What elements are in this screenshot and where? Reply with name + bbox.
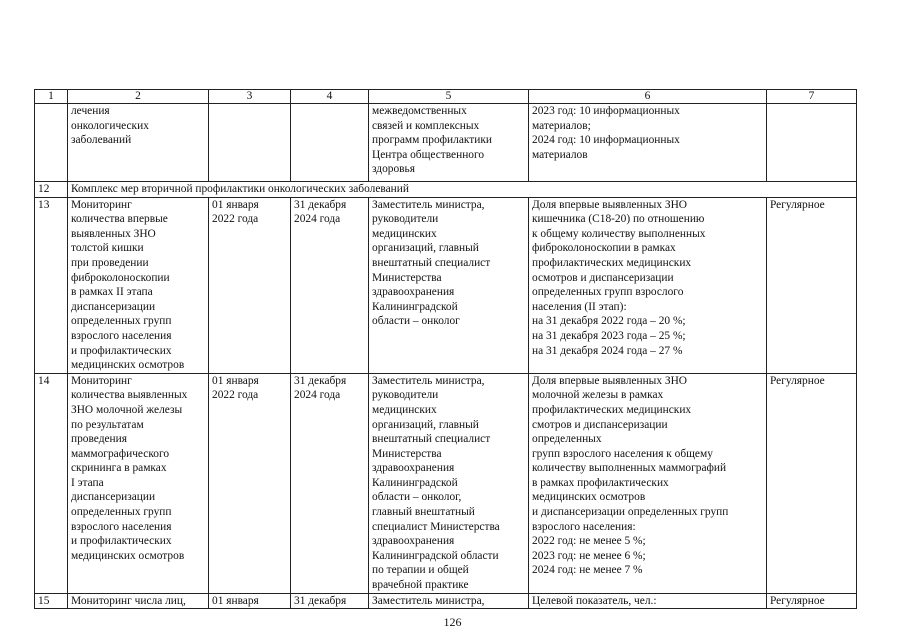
indicator-cell — [529, 593, 767, 609]
continuation-responsible-text: межведомственных связей и комплексных программ профилактики Центра общественного здоровья — [372, 105, 492, 176]
continuation-start-cell — [209, 104, 291, 182]
frequency-cell — [767, 197, 857, 373]
frequency-text: Регулярное — [770, 594, 825, 607]
column-number-3: 3 — [209, 90, 291, 104]
continuation-row — [35, 104, 857, 182]
frequency-cell — [767, 593, 857, 609]
section-row — [35, 182, 857, 198]
section-number: 12 — [35, 182, 68, 198]
continuation-num-cell — [35, 104, 68, 182]
frequency-text: Регулярное — [770, 198, 825, 211]
end-date-cell — [291, 593, 369, 609]
end-date-cell — [291, 197, 369, 373]
responsible-text: Заместитель министра, руководители медицинских организаций, главный внештатный специалист Министерства здравоохранения Калининградской области – онколог, главный внештатный специалист Министерства здравоохранения Калининградской области по терапии и общей врачебной практике — [372, 374, 500, 592]
start-date-text: 01 января 2022 года — [212, 374, 259, 402]
start-date-cell — [209, 197, 291, 373]
continuation-event-cell — [68, 104, 209, 182]
event-cell — [68, 373, 209, 593]
responsible-cell — [369, 373, 529, 593]
continuation-indicator-cell — [529, 104, 767, 182]
indicator-text: Целевой показатель, чел.: — [532, 594, 657, 607]
event-text: Мониторинг числа лиц, — [71, 594, 186, 607]
table-row — [35, 593, 857, 609]
column-number-7: 7 — [767, 90, 857, 104]
table-row — [35, 373, 857, 593]
event-cell — [68, 197, 209, 373]
column-number-1: 1 — [35, 90, 68, 104]
column-number-6: 6 — [529, 90, 767, 104]
end-date-text: 31 декабря — [294, 594, 347, 607]
continuation-frequency-cell — [767, 104, 857, 182]
indicator-cell — [529, 373, 767, 593]
continuation-event-text: лечения онкологических заболеваний — [71, 105, 149, 147]
continuation-end-cell — [291, 104, 369, 182]
row-number: 13 — [35, 197, 68, 373]
responsible-cell — [369, 593, 529, 609]
event-text: Мониторинг количества выявленных ЗНО молочной железы по результатам проведения маммографического скрининга в рамках I этапа диспансеризации определенных групп взрослого населения и профилактических медицинских осмотров — [71, 374, 188, 562]
frequency-text: Регулярное — [770, 374, 825, 387]
start-date-text: 01 января — [212, 594, 259, 607]
responsible-cell — [369, 197, 529, 373]
row-number: 15 — [35, 593, 68, 609]
column-number-4: 4 — [291, 90, 369, 104]
end-date-cell — [291, 373, 369, 593]
responsible-text: Заместитель министра, — [372, 594, 485, 607]
event-cell — [68, 593, 209, 609]
responsible-text: Заместитель министра, руководители медицинских организаций, главный внештатный специалист Министерства здравоохранения Калининградской области – онколог — [372, 198, 491, 328]
plan-table — [34, 89, 857, 609]
row-number: 14 — [35, 373, 68, 593]
indicator-text: Доля впервые выявленных ЗНО молочной железы в рамках профилактических медицинских смотров и диспансеризации определенных групп взрослого населения к общему количеству выполненных маммографий в рамках профилактических медицинских осмотров и диспансеризации определенных групп взрослого населения: 2022 год: не менее 5 %; 2023 год: не менее 6 %; 2024 год: не менее 7 % — [532, 374, 729, 577]
indicator-text: Доля впервые выявленных ЗНО кишечника (С18-20) по отношению к общему количеству выполненных фиброколоноскопии в рамках профилактических медицинских осмотров и диспансеризации определенных групп взрослого населения (II этап): на 31 декабря 2022 года – 20 %; на 31 декабря 2023 года – 25 %; на 31 декабря 2024 года – 27 % — [532, 198, 706, 357]
column-number-2: 2 — [68, 90, 209, 104]
end-date-text: 31 декабря 2024 года — [294, 374, 347, 402]
end-date-text: 31 декабря 2024 года — [294, 198, 347, 226]
start-date-cell — [209, 593, 291, 609]
frequency-cell — [767, 373, 857, 593]
column-number-row — [35, 90, 857, 104]
event-text: Мониторинг количества впервые выявленных ЗНО толстой кишки при проведении фиброколоноскопии в рамках II этапа диспансеризации определенных групп взрослого населения и профилактических медицинских осмотров — [71, 198, 185, 372]
continuation-indicator-text: 2023 год: 10 информационных материалов; 2024 год: 10 информационных материалов — [532, 105, 680, 161]
table-row — [35, 197, 857, 373]
page-number: 126 — [443, 615, 462, 629]
continuation-responsible-cell — [369, 104, 529, 182]
column-number-5: 5 — [369, 90, 529, 104]
indicator-cell — [529, 197, 767, 373]
start-date-text: 01 января 2022 года — [212, 198, 259, 226]
start-date-cell — [209, 373, 291, 593]
section-title: Комплекс мер вторичной профилактики онкологических заболеваний — [68, 182, 857, 198]
